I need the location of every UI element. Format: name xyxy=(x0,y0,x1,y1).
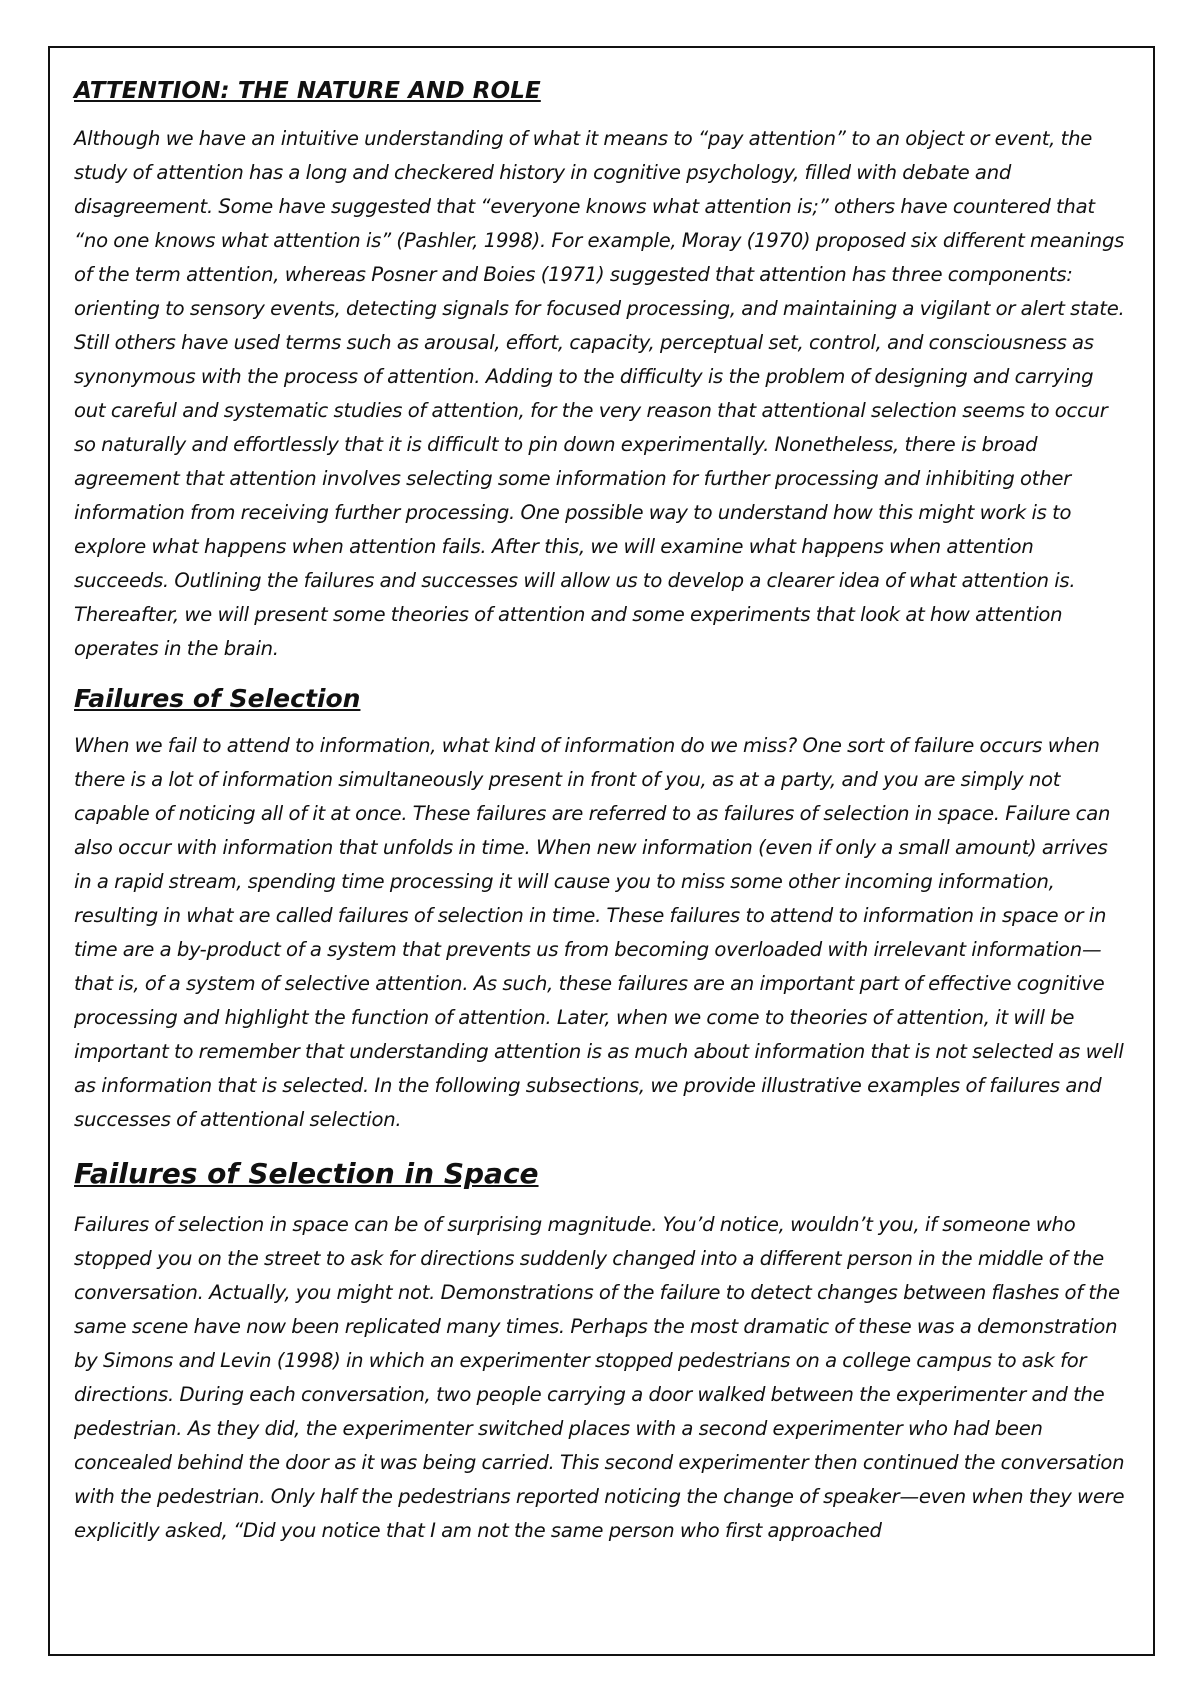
section-paragraph-failures-of-selection: When we fail to attend to information, what kind of information do we miss? One sort of failure occurs when there is a lot of information simultaneously present in front of you, as at a party, and you are simply not capable of noticing all of it at once. These failures are referred to as failures of selection in space. Failure can also occur with information that unfolds in time. When new information (even if only a small amount) arrives in a rapid stream, spending time processing it will cause you to miss some other incoming information, resulting in what are called failures of selection in time. These failures to attend to information in space or in time are a by-product of a system that prevents us from becoming overloaded with irrelevant information—that is, of a system of selective attention. As such, these failures are an important part of effective cognitive processing and highlight the function of attention. Later, when we come to theories of attention, it will be important to remember that understanding attention is as much about information that is not selected as well as information that is selected. In the following subsections, we provide illustrative examples of failures and successes of attentional selection. xyxy=(74,734,1124,1131)
document-body xyxy=(74,78,1129,1548)
document-title: ATTENTION: THE NATURE AND ROLE xyxy=(74,78,541,104)
section-paragraph-failures-in-space: Failures of selection in space can be of surprising magnitude. You’d notice, wouldn’t you, if someone who stopped you on the street to ask for directions suddenly changed into a different person in the middle of the conversation. Actually, you might not. Demonstrations of the failure to detect changes between flashes of the same scene have now been replicated many times. Perhaps the most dramatic of these was a demonstration by Simons and Levin (1998) in which an experimenter stopped pedestrians on a college campus to ask for directions. During each conversation, two people carrying a door walked between the experimenter and the pedestrian. As they did, the experimenter switched places with a second experimenter who had been concealed behind the door as it was being carried. This second experimenter then continued the conversation with the pedestrian. Only half the pedestrians reported noticing the change of speaker—even when they were explicitly asked, “Did you notice that I am not the same person who first approached xyxy=(74,1213,1125,1542)
page-border xyxy=(48,46,1155,1656)
section-heading-failures-in-space: Failures of Selection in Space xyxy=(74,1157,539,1190)
intro-paragraph: Although we have an intuitive understanding of what it means to “pay attention” to an object or event, the study of attention has a long and checkered history in cognitive psychology, filled with debate and disagreement. Some have suggested that “everyone knows what attention is;” others have countered that “no one knows what attention is” (Pashler, 1998). For example, Moray (1970) proposed six different meanings of the term attention, whereas Posner and Boies (1971) suggested that attention has three components: orienting to sensory events, detecting signals for focused processing, and maintaining a vigilant or alert state. Still others have used terms such as arousal, effort, capacity, perceptual set, control, and consciousness as synonymous with the process of attention. Adding to the difficulty is the problem of designing and carrying out careful and systematic studies of attention, for the very reason that attentional selection seems to occur so naturally and effortlessly that it is difficult to pin down experimentally. Nonetheless, there is broad agreement that attention involves selecting some information for further processing and inhibiting other information from receiving further processing. One possible way to understand how this might work is to explore what happens when attention fails. After this, we will examine what happens when attention succeeds. Outlining the failures and successes will allow us to develop a clearer idea of what attention is. Thereafter, we will present some theories of attention and some experiments that look at how attention operates in the brain. xyxy=(74,127,1125,660)
section-heading-failures-of-selection: Failures of Selection xyxy=(74,684,361,713)
